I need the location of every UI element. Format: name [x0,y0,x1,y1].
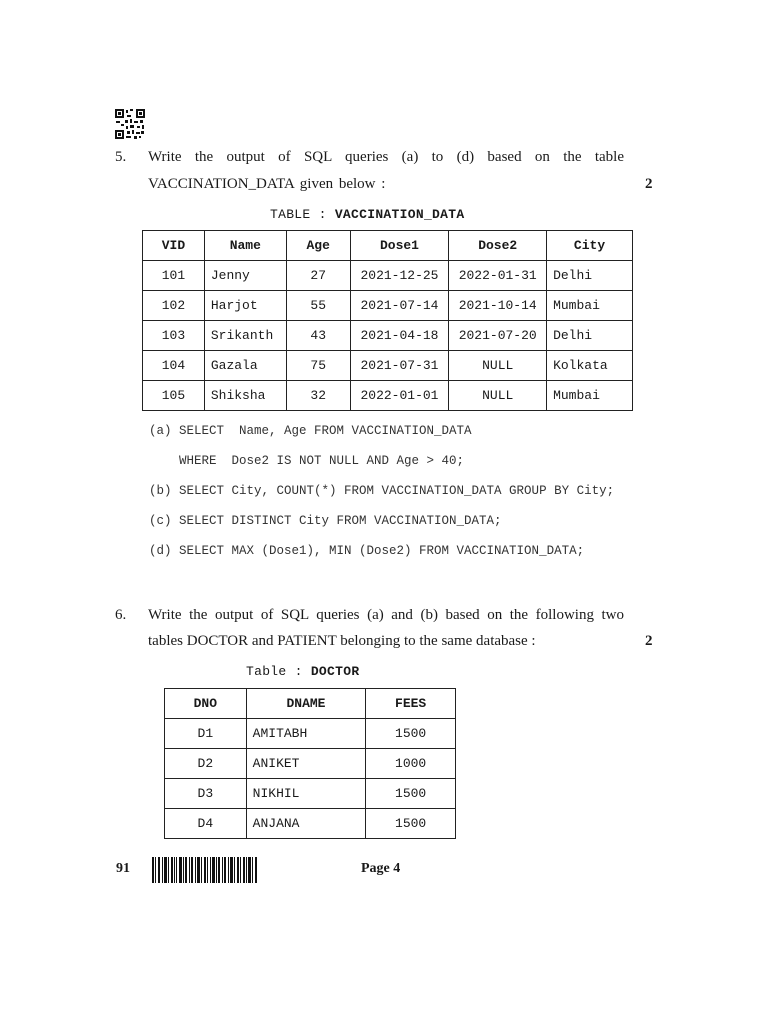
column-header-city: City [547,231,633,261]
cell-age: 27 [286,261,350,291]
cell-name: Srikanth [204,321,286,351]
question-5-number: 5. [115,149,127,165]
sql-query-a-line-2: WHERE Dose2 IS NOT NULL AND Age > 40; [149,454,465,468]
cell-dname: NIKHIL [246,779,366,809]
cell-dose1: 2021-07-14 [350,291,449,321]
question-6-line-1: Write the output of SQL queries (a) and (b) based on the following two [148,607,624,623]
table-row [143,261,633,291]
column-header-name: Name [204,231,286,261]
cell-vid: 103 [143,321,205,351]
cell-dno: D1 [165,719,247,749]
cell-dose1: 2021-07-31 [350,351,449,381]
question-6-number: 6. [115,607,127,623]
column-header-fees: FEES [366,689,456,719]
cell-city: Mumbai [547,381,633,411]
cell-city: Delhi [547,261,633,291]
doctor-table [164,688,456,839]
cell-dose2: 2021-10-14 [449,291,547,321]
paper-code: 91 [116,861,130,876]
column-header-dno: DNO [165,689,247,719]
column-header-dose2: Dose2 [449,231,547,261]
cell-dname: ANJANA [246,809,366,839]
sql-query-b: (b) SELECT City, COUNT(*) FROM VACCINATION_DATA GROUP BY City; [149,484,615,498]
cell-fees: 1500 [366,809,456,839]
cell-dno: D2 [165,749,247,779]
cell-name: Harjot [204,291,286,321]
column-header-age: Age [286,231,350,261]
page-number: Page 4 [361,861,401,876]
table-row [143,321,633,351]
question-5-line-2: VACCINATION_DATA given below : [148,176,386,192]
cell-city: Delhi [547,321,633,351]
cell-dose2: NULL [449,351,547,381]
cell-name: Jenny [204,261,286,291]
table-caption-prefix: TABLE : [270,207,327,222]
table-row [143,291,633,321]
qr-code-icon [115,109,145,139]
table-caption-name: VACCINATION_DATA [334,207,465,222]
cell-dno: D4 [165,809,247,839]
table-header-row [165,689,456,719]
cell-dose2: 2021-07-20 [449,321,547,351]
cell-dname: AMITABH [246,719,366,749]
sql-query-a-line-1: (a) SELECT Name, Age FROM VACCINATION_DATA [149,424,472,438]
table-row [143,351,633,381]
cell-name: Shiksha [204,381,286,411]
question-6-marks: 2 [645,633,653,649]
table-caption-prefix: Table : [246,664,303,679]
cell-age: 75 [286,351,350,381]
table-row [165,809,456,839]
cell-name: Gazala [204,351,286,381]
sql-query-d: (d) SELECT MAX (Dose1), MIN (Dose2) FROM VACCINATION_DATA; [149,544,585,558]
cell-vid: 101 [143,261,205,291]
column-header-dname: DNAME [246,689,366,719]
vaccination-table-caption [270,207,464,222]
cell-fees: 1000 [366,749,456,779]
column-header-dose1: Dose1 [350,231,449,261]
table-row [165,749,456,779]
cell-vid: 102 [143,291,205,321]
cell-dname: ANIKET [246,749,366,779]
cell-dose1: 2021-12-25 [350,261,449,291]
cell-age: 55 [286,291,350,321]
cell-fees: 1500 [366,779,456,809]
cell-age: 43 [286,321,350,351]
table-header-row [143,231,633,261]
table-caption-name: DOCTOR [310,664,360,679]
cell-city: Mumbai [547,291,633,321]
table-row [143,381,633,411]
vaccination-data-table [142,230,633,411]
cell-dose2: 2022-01-31 [449,261,547,291]
cell-dose1: 2022-01-01 [350,381,449,411]
cell-vid: 104 [143,351,205,381]
table-row [165,719,456,749]
cell-dose2: NULL [449,381,547,411]
cell-dno: D3 [165,779,247,809]
cell-fees: 1500 [366,719,456,749]
question-5-line-1: Write the output of SQL queries (a) to (d) based on the table [148,149,624,165]
column-header-vid: VID [143,231,205,261]
barcode-icon [152,857,258,883]
cell-age: 32 [286,381,350,411]
cell-city: Kolkata [547,351,633,381]
cell-dose1: 2021-04-18 [350,321,449,351]
question-5-marks: 2 [645,176,653,192]
question-6-line-2: tables DOCTOR and PATIENT belonging to the same database : [148,633,536,649]
sql-query-c: (c) SELECT DISTINCT City FROM VACCINATION_DATA; [149,514,502,528]
table-row [165,779,456,809]
cell-vid: 105 [143,381,205,411]
doctor-table-caption [246,664,359,679]
